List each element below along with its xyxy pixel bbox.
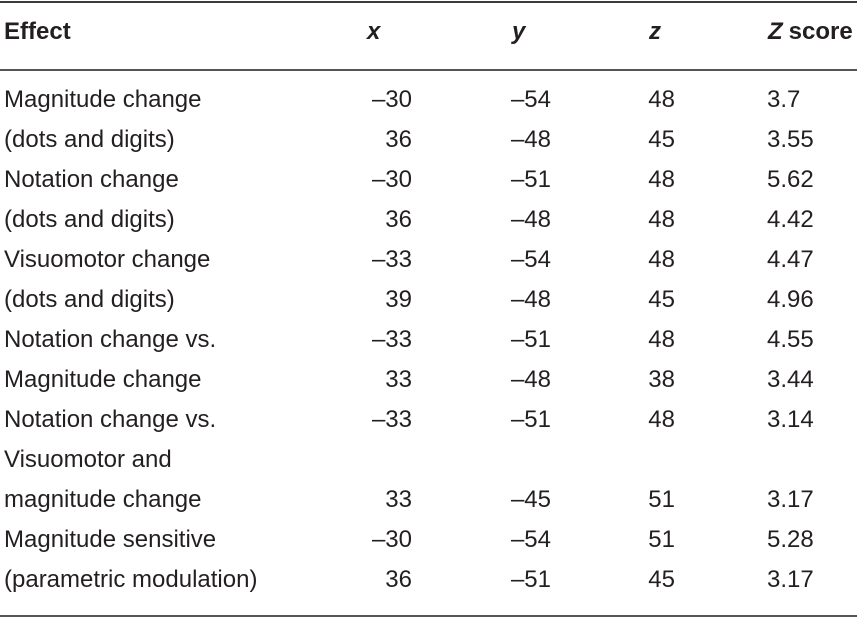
effect-cell: Magnitude change (4, 366, 202, 393)
header-y: y (512, 18, 526, 45)
z-score-cell: 3.17 (767, 486, 814, 513)
table-row (0, 560, 857, 600)
z-cell: 48 (648, 246, 675, 273)
effect-cell: Notation change (4, 166, 179, 193)
y-cell: –51 (510, 326, 551, 353)
z-cell: 48 (648, 406, 675, 433)
table-row (0, 280, 857, 320)
y-cell: –48 (510, 126, 551, 153)
table-row (0, 120, 857, 160)
z-cell: 48 (648, 86, 675, 113)
y-cell: –54 (510, 246, 551, 273)
x-cell: –30 (371, 86, 412, 113)
table-row (0, 440, 857, 480)
z-cell: 48 (648, 166, 675, 193)
effect-cell: Magnitude change (4, 86, 202, 113)
table-row (0, 400, 857, 440)
effect-cell: Notation change vs. (4, 406, 217, 433)
y-cell: –51 (510, 166, 551, 193)
y-cell: –48 (510, 366, 551, 393)
x-cell: 33 (385, 366, 412, 393)
x-cell: –30 (371, 166, 412, 193)
header-z-score (768, 12, 853, 52)
z-score-cell: 4.55 (767, 326, 814, 353)
z-score-cell: 4.42 (767, 206, 814, 233)
z-score-cell: 3.17 (767, 566, 814, 593)
effect-cell: Notation change vs. (4, 326, 217, 353)
effect-cell: (dots and digits) (4, 126, 175, 153)
y-cell: –54 (510, 526, 551, 553)
z-score-cell: 3.44 (767, 366, 814, 393)
x-cell: 36 (385, 566, 412, 593)
z-cell: 48 (648, 206, 675, 233)
z-cell: 51 (648, 526, 675, 553)
effect-cell: Magnitude sensitive (4, 526, 217, 553)
x-cell: –33 (371, 246, 412, 273)
x-cell: –33 (371, 326, 412, 353)
y-cell: –48 (510, 206, 551, 233)
z-cell: 45 (648, 566, 675, 593)
y-cell: –48 (510, 286, 551, 313)
table-body (0, 80, 857, 600)
table-row (0, 160, 857, 200)
bottom-rule (0, 615, 857, 617)
y-cell: –51 (510, 406, 551, 433)
table-row (0, 520, 857, 560)
z-score-cell: 3.14 (767, 406, 814, 433)
x-cell: 36 (385, 206, 412, 233)
y-cell (412, 440, 551, 480)
y-cell: –45 (510, 486, 551, 513)
x-cell (300, 440, 412, 480)
table-row (0, 480, 857, 520)
header-z-score-letter: Z (768, 18, 783, 45)
effect-cell: (dots and digits) (4, 206, 175, 233)
z-score-cell: 4.47 (767, 246, 814, 273)
header-effect: Effect (4, 18, 71, 45)
z-cell: 51 (648, 486, 675, 513)
header-x: x (367, 18, 381, 45)
z-cell: 38 (648, 366, 675, 393)
y-cell: –54 (510, 86, 551, 113)
table-row (0, 360, 857, 400)
y-cell: –51 (510, 566, 551, 593)
effect-cell: Visuomotor and (4, 446, 172, 473)
z-cell: 45 (648, 286, 675, 313)
z-cell: 45 (648, 126, 675, 153)
x-cell: –33 (371, 406, 412, 433)
x-cell: 36 (385, 126, 412, 153)
table-row (0, 200, 857, 240)
header-rule (0, 69, 857, 71)
z-score-cell: 3.55 (767, 126, 814, 153)
z-score-cell: 5.28 (767, 526, 814, 553)
z-score-cell: 3.7 (767, 86, 801, 113)
x-cell: –30 (371, 526, 412, 553)
effect-cell: Visuomotor change (4, 246, 211, 273)
top-rule (0, 1, 857, 3)
z-score-cell: 4.96 (767, 286, 814, 313)
x-cell: 33 (385, 486, 412, 513)
x-cell: 39 (385, 286, 412, 313)
z-cell (551, 440, 675, 480)
effect-cell: magnitude change (4, 486, 202, 513)
table-row (0, 320, 857, 360)
table-row (0, 80, 857, 120)
table-row (0, 240, 857, 280)
z-score-cell: 5.62 (767, 166, 814, 193)
header-z-score-word: score (788, 18, 853, 45)
effect-cell: (parametric modulation) (4, 566, 258, 593)
z-cell: 48 (648, 326, 675, 353)
header-z: z (649, 18, 661, 45)
effect-cell: (dots and digits) (4, 286, 175, 313)
z-score-cell (675, 440, 857, 480)
